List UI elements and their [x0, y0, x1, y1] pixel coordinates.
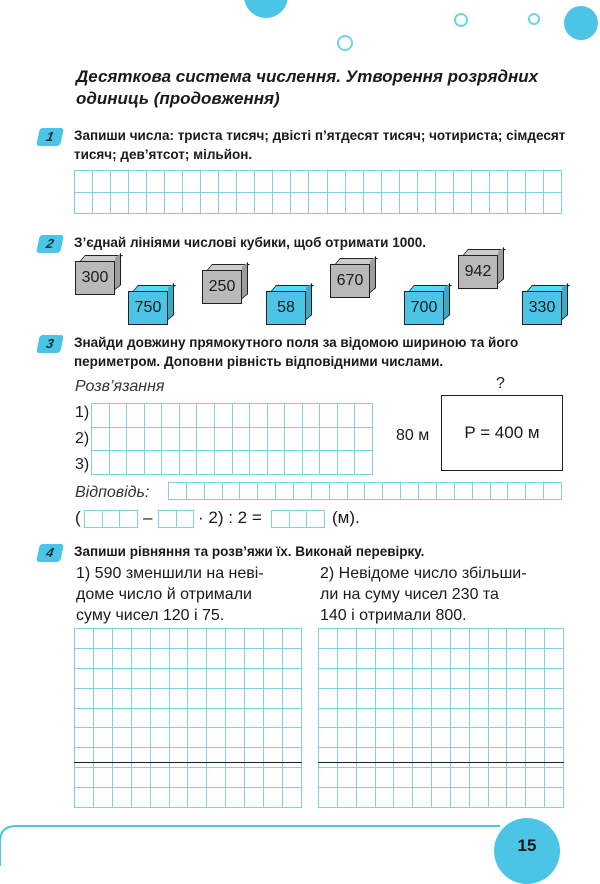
equation-middle: · 2) : 2 = — [198, 508, 262, 527]
number-cube[interactable]: 58 — [266, 291, 306, 325]
task-number: 3 — [36, 335, 64, 353]
number-cube[interactable]: 700 — [404, 291, 444, 325]
task-number: 1 — [36, 128, 64, 146]
equation-box[interactable] — [158, 510, 194, 528]
row-label: 3) — [75, 456, 90, 473]
task-number: 4 — [36, 544, 64, 562]
task-text: Запиши числа: триста тисяч; двісті п’ятдесят тисяч; чотириста; сімдесят тисяч; дев’ятсот; мільйон. — [74, 128, 566, 162]
number-cube[interactable]: 300 — [75, 261, 115, 295]
equation-right-text: 2) Невідоме число збільши- ли на суму чисел 230 та 140 і отримали 800. — [320, 565, 527, 624]
number-cube[interactable]: 330 — [522, 291, 562, 325]
equation-unit: (м). — [332, 508, 360, 527]
decor-ring — [454, 13, 468, 27]
field-rectangle — [441, 395, 563, 471]
number-cube[interactable]: 750 — [128, 291, 168, 325]
unknown-length-label: ? — [496, 375, 505, 392]
equation-minus: – — [143, 508, 153, 527]
page-number: 15 — [517, 836, 537, 855]
decor-circle — [564, 6, 598, 40]
perimeter-label: P = 400 м — [464, 423, 540, 442]
width-label: 80 м — [396, 427, 430, 444]
equation-left-text: 1) 590 зменшили на неві- доме число й отримали суму чисел 120 і 75. — [76, 565, 264, 624]
solution-label: Розв’язання — [75, 378, 165, 395]
row-label: 1) — [75, 404, 90, 421]
equation-box[interactable] — [84, 510, 138, 528]
solution-grid[interactable] — [91, 403, 373, 475]
equation-box[interactable] — [271, 510, 325, 528]
answer-label: Відповідь: — [75, 484, 150, 501]
decor-ring — [528, 13, 540, 25]
divider-line — [318, 762, 564, 763]
work-grid-right[interactable] — [318, 628, 564, 808]
decor-ring — [337, 35, 353, 51]
task-text: З’єднай лініями числові кубики, щоб отримати 1000. — [74, 235, 427, 250]
number-cube[interactable]: 942 — [458, 255, 498, 289]
answer-line-grid[interactable] — [168, 482, 562, 500]
number-cube[interactable]: 250 — [202, 270, 242, 304]
divider-line — [74, 762, 302, 763]
equation-open: ( — [75, 508, 81, 527]
work-grid-left[interactable] — [74, 628, 302, 808]
page-title: Десяткова система числення. Утворення розрядних одиниць (продовження) — [76, 67, 539, 108]
row-label: 2) — [75, 430, 90, 447]
answer-grid[interactable] — [74, 170, 562, 214]
number-cube[interactable]: 670 — [330, 264, 370, 298]
task-text: Запиши рівняння та розв’яжи їх. Виконай перевірку. — [74, 544, 425, 559]
task-number: 2 — [36, 235, 64, 253]
task-text: Знайди довжину прямокутного поля за відомою шириною та його периметром. Доповни рівність відповідними числами. — [74, 335, 519, 369]
decor-circle — [244, 0, 288, 18]
